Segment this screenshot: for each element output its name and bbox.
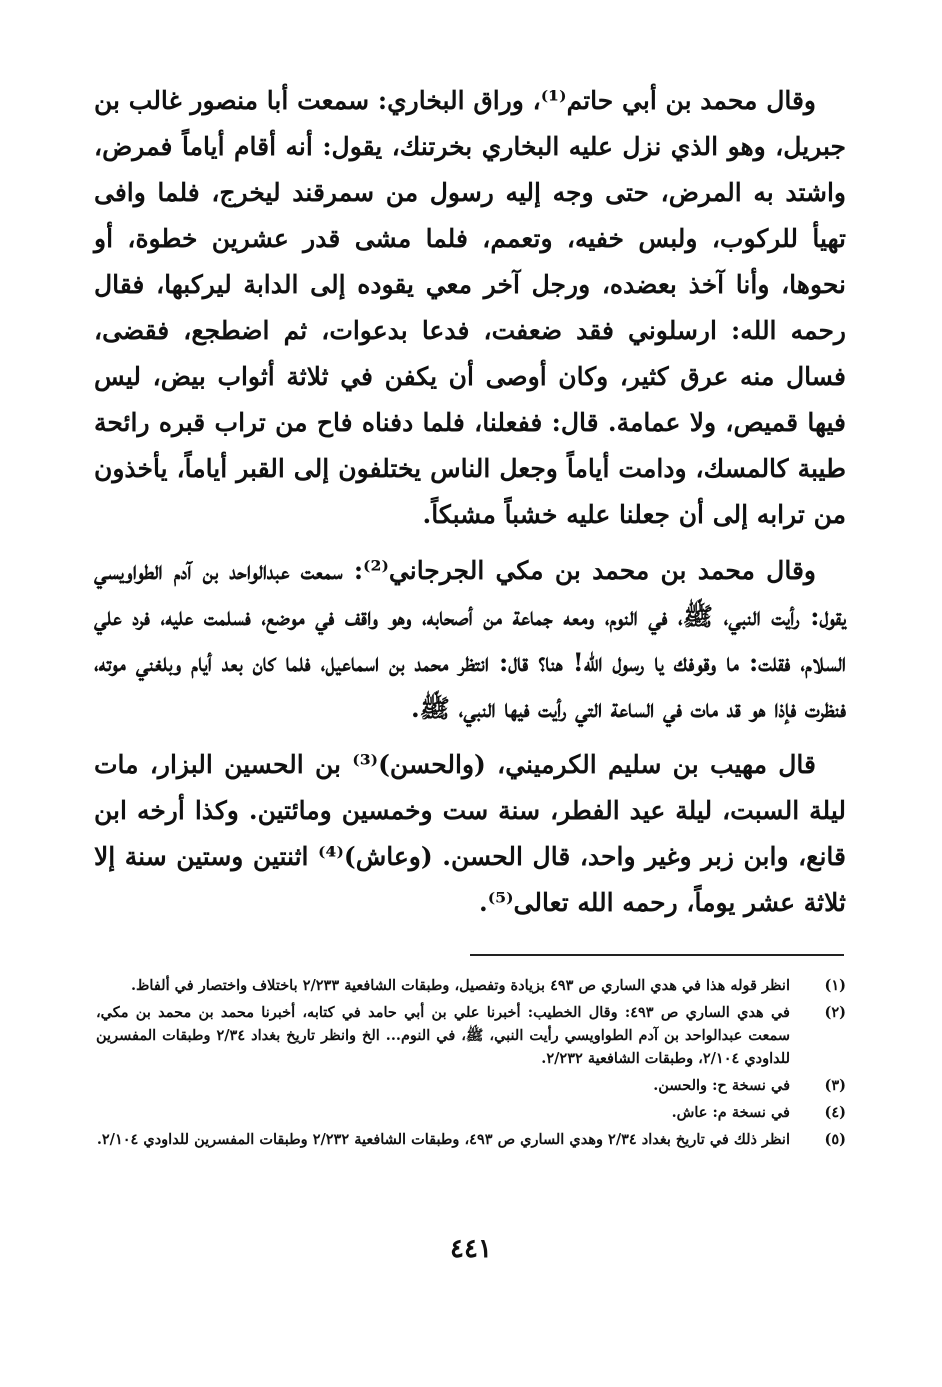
footnote-text: في هدي الساري ص ٤٩٣: وقال الخطيب: أخبرنا علي بن أبي حامد في كتابه، أخبرنا محمد بن محمد بن مكي، سمعت عبدالواحد بن آدم الطواويسي رأيت النبي، ﷺ، في النوم... الخ وانظر تاريخ بغداد ٢/٣٤ وطبقات المفسرين للداودي ٢/١٠٤، وطبقات الشافعية ٢/٢٣٢. xyxy=(96,1004,790,1067)
footnote-3 xyxy=(96,1074,846,1097)
footnote-separator xyxy=(470,954,844,956)
footnote-number: (٣) xyxy=(824,1077,846,1094)
paragraph-1: وقال محمد بن أبي حاتم⁽¹⁾، وراق البخاري: سمعت أبا منصور غالب بن جبريل، وهو الذي نزل عليه البخاري بخرتنك، يقول: أنه أقام أياماً فمرض، واشتد به المرض، حتى وجه إليه رسول من سمرقند ليخرج، فلما وافى تهيأ للركوب، ولبس خفيه، وتعمم، فلما مشى قدر عشرين خطوة، أو نحوها، وأنا آخذ بعضده، ورجل آخر معي يقوده إلى الدابة ليركبها، فقال رحمه الله: ارسلوني فقد ضعفت، فدعا بدعوات، ثم اضطجع، فقضى، فسال منه عرق كثير، وكان أوصى أن يكفن في ثلاثة أثواب بيض، ليس فيها قميص، ولا عمامة. قال: ففعلنا، فلما دفناه فاح من تراب قبره رائحة طيبة كالمسك، ودامت أياماً وجعل الناس يختلفون إلى القبر أياماً، يأخذون من ترابه إلى أن جعلنا عليه خشباً مشبكاً. xyxy=(94,86,846,529)
footnote-number: (٤) xyxy=(824,1104,846,1121)
footnote-2 xyxy=(96,1001,846,1070)
footnote-text: انظر قوله هذا في هدي الساري ص ٤٩٣ بزيادة وتفصيل، وطبقات الشافعية ٢/٢٣٣ باختلاف واختصار في ألفاظ. xyxy=(130,977,790,994)
footnote-1 xyxy=(96,974,846,997)
footnote-number: (٥) xyxy=(824,1131,846,1148)
footnote-number: (١) xyxy=(824,977,846,994)
page-number: ٤٤١ xyxy=(450,1234,492,1264)
footnote-4 xyxy=(96,1101,846,1124)
footnote-5 xyxy=(96,1128,846,1151)
main-text xyxy=(94,78,846,936)
footnote-text: في نسخة ح: والحسن. xyxy=(653,1077,790,1094)
footnotes xyxy=(96,974,846,1155)
paragraph-3: قال مهيب بن سليم الكرميني، (والحسن)⁽³⁾ بن الحسين البزار، مات ليلة السبت، ليلة عيد الفطر، سنة ست وخمسين ومائتين. وكذا أرخه ابن قانع، وابن زبر وغير واحد، قال الحسن. (وعاش)⁽⁴⁾ اثنتين وستين سنة إلا ثلاثة عشر يوماً، رحمه الله تعالى⁽⁵⁾. xyxy=(94,750,846,917)
footnote-text: انظر ذلك في تاريخ بغداد ٢/٣٤ وهدي الساري ص ٤٩٣، وطبقات الشافعية ٢/٢٣٢ وطبقات المفسرين للداودي ٢/١٠٤. xyxy=(96,1131,790,1148)
footnote-text: في نسخة م: عاش. xyxy=(671,1104,790,1121)
paragraph-2: وقال محمد بن محمد بن مكي الجرجاني⁽²⁾: سمعت عبدالواحد بن آدم الطواويسي يقول: رأيت النبي، ﷺ، في النوم، ومعه جماعة من أصحابه، وهو واقف في موضع، فسلمت عليه، فرد علي السلام، فقلت: ما وقوفك يا رسول الله! هنا؟ قال: انتظر محمد بن اسماعيل، فلما كان بعد أيام وبلغني موته، فنظرت فإذا هو قد مات في الساعة التي رأيت فيها النبي، ﷺ. xyxy=(94,556,846,723)
footnote-number: (٢) xyxy=(824,1004,846,1021)
